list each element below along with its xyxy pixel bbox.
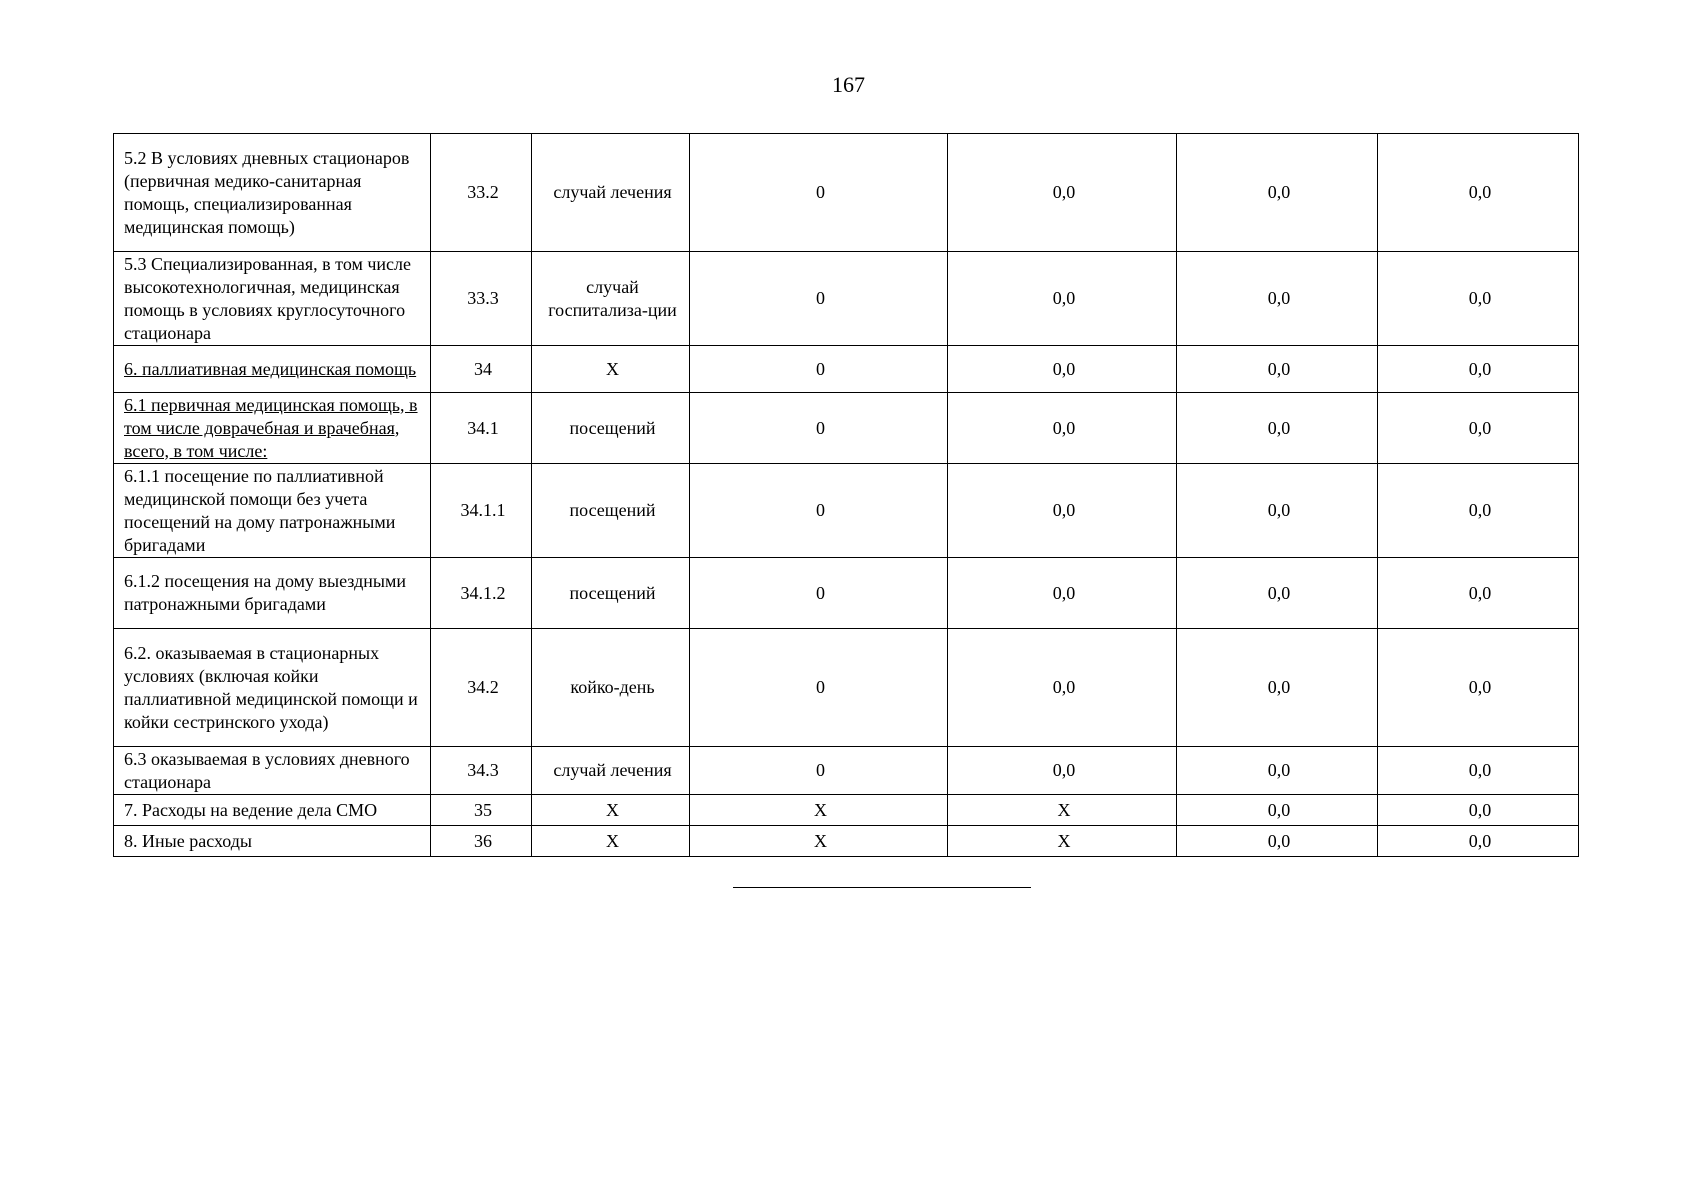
value-cell: 0,0 bbox=[948, 558, 1177, 629]
unit-cell: случай лечения bbox=[532, 134, 690, 252]
value-cell: X bbox=[948, 826, 1177, 857]
value-cell: 0,0 bbox=[948, 629, 1177, 747]
value-cell: X bbox=[690, 826, 948, 857]
table-row bbox=[114, 795, 1579, 826]
value-cell: 0,0 bbox=[1177, 558, 1378, 629]
value-cell: 0 bbox=[690, 252, 948, 346]
value-cell: 0,0 bbox=[1378, 826, 1579, 857]
line-code-cell: 34.1 bbox=[431, 393, 532, 464]
unit-cell: посещений bbox=[532, 464, 690, 558]
value-cell: 0,0 bbox=[1177, 252, 1378, 346]
line-code-cell: 33.3 bbox=[431, 252, 532, 346]
row-name-cell: 8. Иные расходы bbox=[114, 826, 431, 857]
table-row bbox=[114, 464, 1579, 558]
value-cell: 0,0 bbox=[1378, 464, 1579, 558]
table-row bbox=[114, 346, 1579, 393]
value-cell: 0,0 bbox=[948, 393, 1177, 464]
value-cell: 0,0 bbox=[1378, 346, 1579, 393]
value-cell: 0 bbox=[690, 747, 948, 795]
line-code-cell: 33.2 bbox=[431, 134, 532, 252]
footer-divider bbox=[733, 887, 1031, 888]
line-code-cell: 35 bbox=[431, 795, 532, 826]
value-cell: 0,0 bbox=[1177, 629, 1378, 747]
row-name-cell: 6.1.2 посещения на дому выездными патронажными бригадами bbox=[114, 558, 431, 629]
value-cell: 0,0 bbox=[1378, 134, 1579, 252]
unit-cell: койко-день bbox=[532, 629, 690, 747]
line-code-cell: 34.1.1 bbox=[431, 464, 532, 558]
value-cell: 0 bbox=[690, 346, 948, 393]
unit-cell: X bbox=[532, 346, 690, 393]
value-cell: 0,0 bbox=[1378, 629, 1579, 747]
row-name-cell: 5.2 В условиях дневных стационаров (первичная медико-санитарная помощь, специализированная медицинская помощь) bbox=[114, 134, 431, 252]
line-code-cell: 34.2 bbox=[431, 629, 532, 747]
row-name-cell: 6. паллиативная медицинская помощь bbox=[114, 346, 431, 393]
value-cell: 0,0 bbox=[1177, 393, 1378, 464]
data-table bbox=[113, 133, 1579, 857]
table-row bbox=[114, 629, 1579, 747]
value-cell: 0,0 bbox=[1378, 795, 1579, 826]
value-cell: 0,0 bbox=[1177, 346, 1378, 393]
value-cell: 0,0 bbox=[1378, 252, 1579, 346]
value-cell: 0,0 bbox=[948, 464, 1177, 558]
value-cell: 0 bbox=[690, 629, 948, 747]
value-cell: 0 bbox=[690, 464, 948, 558]
table-row bbox=[114, 747, 1579, 795]
unit-cell: случай лечения bbox=[532, 747, 690, 795]
row-name-cell: 6.1 первичная медицинская помощь, в том числе доврачебная и врачебная, всего, в том числе: bbox=[114, 393, 431, 464]
page-number: 167 bbox=[832, 72, 865, 97]
unit-cell: X bbox=[532, 826, 690, 857]
line-code-cell: 34.1.2 bbox=[431, 558, 532, 629]
table-row bbox=[114, 558, 1579, 629]
unit-cell: X bbox=[532, 795, 690, 826]
value-cell: 0 bbox=[690, 558, 948, 629]
value-cell: 0,0 bbox=[948, 134, 1177, 252]
value-cell: X bbox=[690, 795, 948, 826]
row-name-cell: 6.2. оказываемая в стационарных условиях (включая койки паллиативной медицинской помощи и койки сестринского ухода) bbox=[114, 629, 431, 747]
value-cell: 0,0 bbox=[1378, 558, 1579, 629]
value-cell: 0 bbox=[690, 393, 948, 464]
line-code-cell: 34 bbox=[431, 346, 532, 393]
line-code-cell: 34.3 bbox=[431, 747, 532, 795]
value-cell: 0,0 bbox=[1378, 747, 1579, 795]
value-cell: 0,0 bbox=[1177, 464, 1378, 558]
value-cell: 0,0 bbox=[1177, 795, 1378, 826]
value-cell: 0,0 bbox=[1177, 134, 1378, 252]
value-cell: 0,0 bbox=[1177, 826, 1378, 857]
table-row bbox=[114, 134, 1579, 252]
unit-cell: посещений bbox=[532, 393, 690, 464]
value-cell: 0,0 bbox=[948, 747, 1177, 795]
table-row bbox=[114, 826, 1579, 857]
row-name-cell: 5.3 Специализированная, в том числе высокотехнологичная, медицинская помощь в условиях круглосуточного стационара bbox=[114, 252, 431, 346]
value-cell: 0 bbox=[690, 134, 948, 252]
unit-cell: посещений bbox=[532, 558, 690, 629]
value-cell: X bbox=[948, 795, 1177, 826]
value-cell: 0,0 bbox=[948, 346, 1177, 393]
unit-cell: случай госпитализа-ции bbox=[532, 252, 690, 346]
value-cell: 0,0 bbox=[1177, 747, 1378, 795]
row-name-cell: 7. Расходы на ведение дела СМО bbox=[114, 795, 431, 826]
row-name-cell: 6.3 оказываемая в условиях дневного стационара bbox=[114, 747, 431, 795]
value-cell: 0,0 bbox=[1378, 393, 1579, 464]
line-code-cell: 36 bbox=[431, 826, 532, 857]
value-cell: 0,0 bbox=[948, 252, 1177, 346]
row-name-cell: 6.1.1 посещение по паллиативной медицинской помощи без учета посещений на дому патронажными бригадами bbox=[114, 464, 431, 558]
table-row bbox=[114, 252, 1579, 346]
table-row bbox=[114, 393, 1579, 464]
